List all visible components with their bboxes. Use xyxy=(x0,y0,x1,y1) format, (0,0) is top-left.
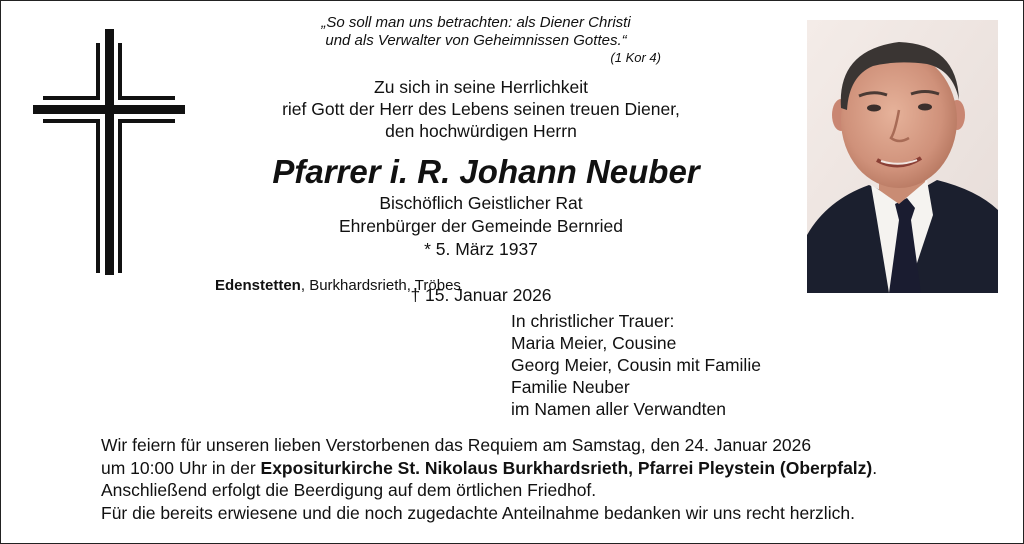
places-line xyxy=(215,276,461,296)
notice-line-2-post: . xyxy=(872,457,878,478)
mourners-block xyxy=(511,310,761,420)
title-line-1: Bischöflich Geistlicher Rat xyxy=(379,193,583,213)
quote-line-2: und als Verwalter von Geheimnissen Gottes.“ xyxy=(325,32,627,49)
notice-line-4: Für die bereits erwiesene und die noch zugedachte Anteilnahme bedanken wir uns recht herzlich. xyxy=(101,502,855,523)
mourner-item: im Namen aller Verwandten xyxy=(511,399,726,419)
deceased-name: Pfarrer i. R. Johann Neuber xyxy=(272,153,700,190)
place-primary: Edenstetten xyxy=(215,277,301,294)
life-dates xyxy=(231,238,731,307)
birth-date: * 5. März 1937 xyxy=(424,239,538,259)
mourner-item: Maria Meier, Cousine xyxy=(511,333,677,353)
quote-reference: (1 Kor 4) xyxy=(610,50,661,65)
church-name: Expositurkirche St. Nikolaus Burkhardsrieth, Pfarrei Pleystein (Oberpfalz) xyxy=(260,457,873,478)
intro-line-1: Zu sich in seine Herrlichkeit xyxy=(374,77,588,97)
intro-line-2: rief Gott der Herr des Lebens seinen treuen Diener, xyxy=(282,99,680,119)
notice-line-3: Anschließend erfolgt die Beerdigung auf dem örtlichen Friedhof. xyxy=(101,480,597,500)
mourners-heading: In christlicher Trauer: xyxy=(511,311,675,331)
death-date: † 15. Januar 2026 xyxy=(410,285,552,305)
quote-line-1: „So soll man uns betrachten: als Diener Christi xyxy=(321,14,631,31)
notice-line-2 xyxy=(101,457,1001,480)
notice-line-2-pre: um 10:00 Uhr in der xyxy=(101,457,261,478)
cross-icon xyxy=(31,29,187,275)
place-others: , Burkhardsrieth, Tröbes xyxy=(300,277,461,294)
intro-line-3: den hochwürdigen Herrn xyxy=(385,121,577,141)
title-line-2: Ehrenbürger der Gemeinde Bernried xyxy=(338,216,624,236)
mourner-item: Georg Meier, Cousin mit Familie xyxy=(511,355,761,375)
notice-line-1: Wir feiern für unseren lieben Verstorbenen das Requiem am Samstag, den 24. Januar 2026 xyxy=(101,435,812,455)
bible-quote xyxy=(271,14,681,66)
portrait-photo xyxy=(807,20,998,293)
requiem-notice xyxy=(101,434,1001,524)
intro-text xyxy=(231,76,731,142)
mourner-item: Familie Neuber xyxy=(511,377,630,397)
